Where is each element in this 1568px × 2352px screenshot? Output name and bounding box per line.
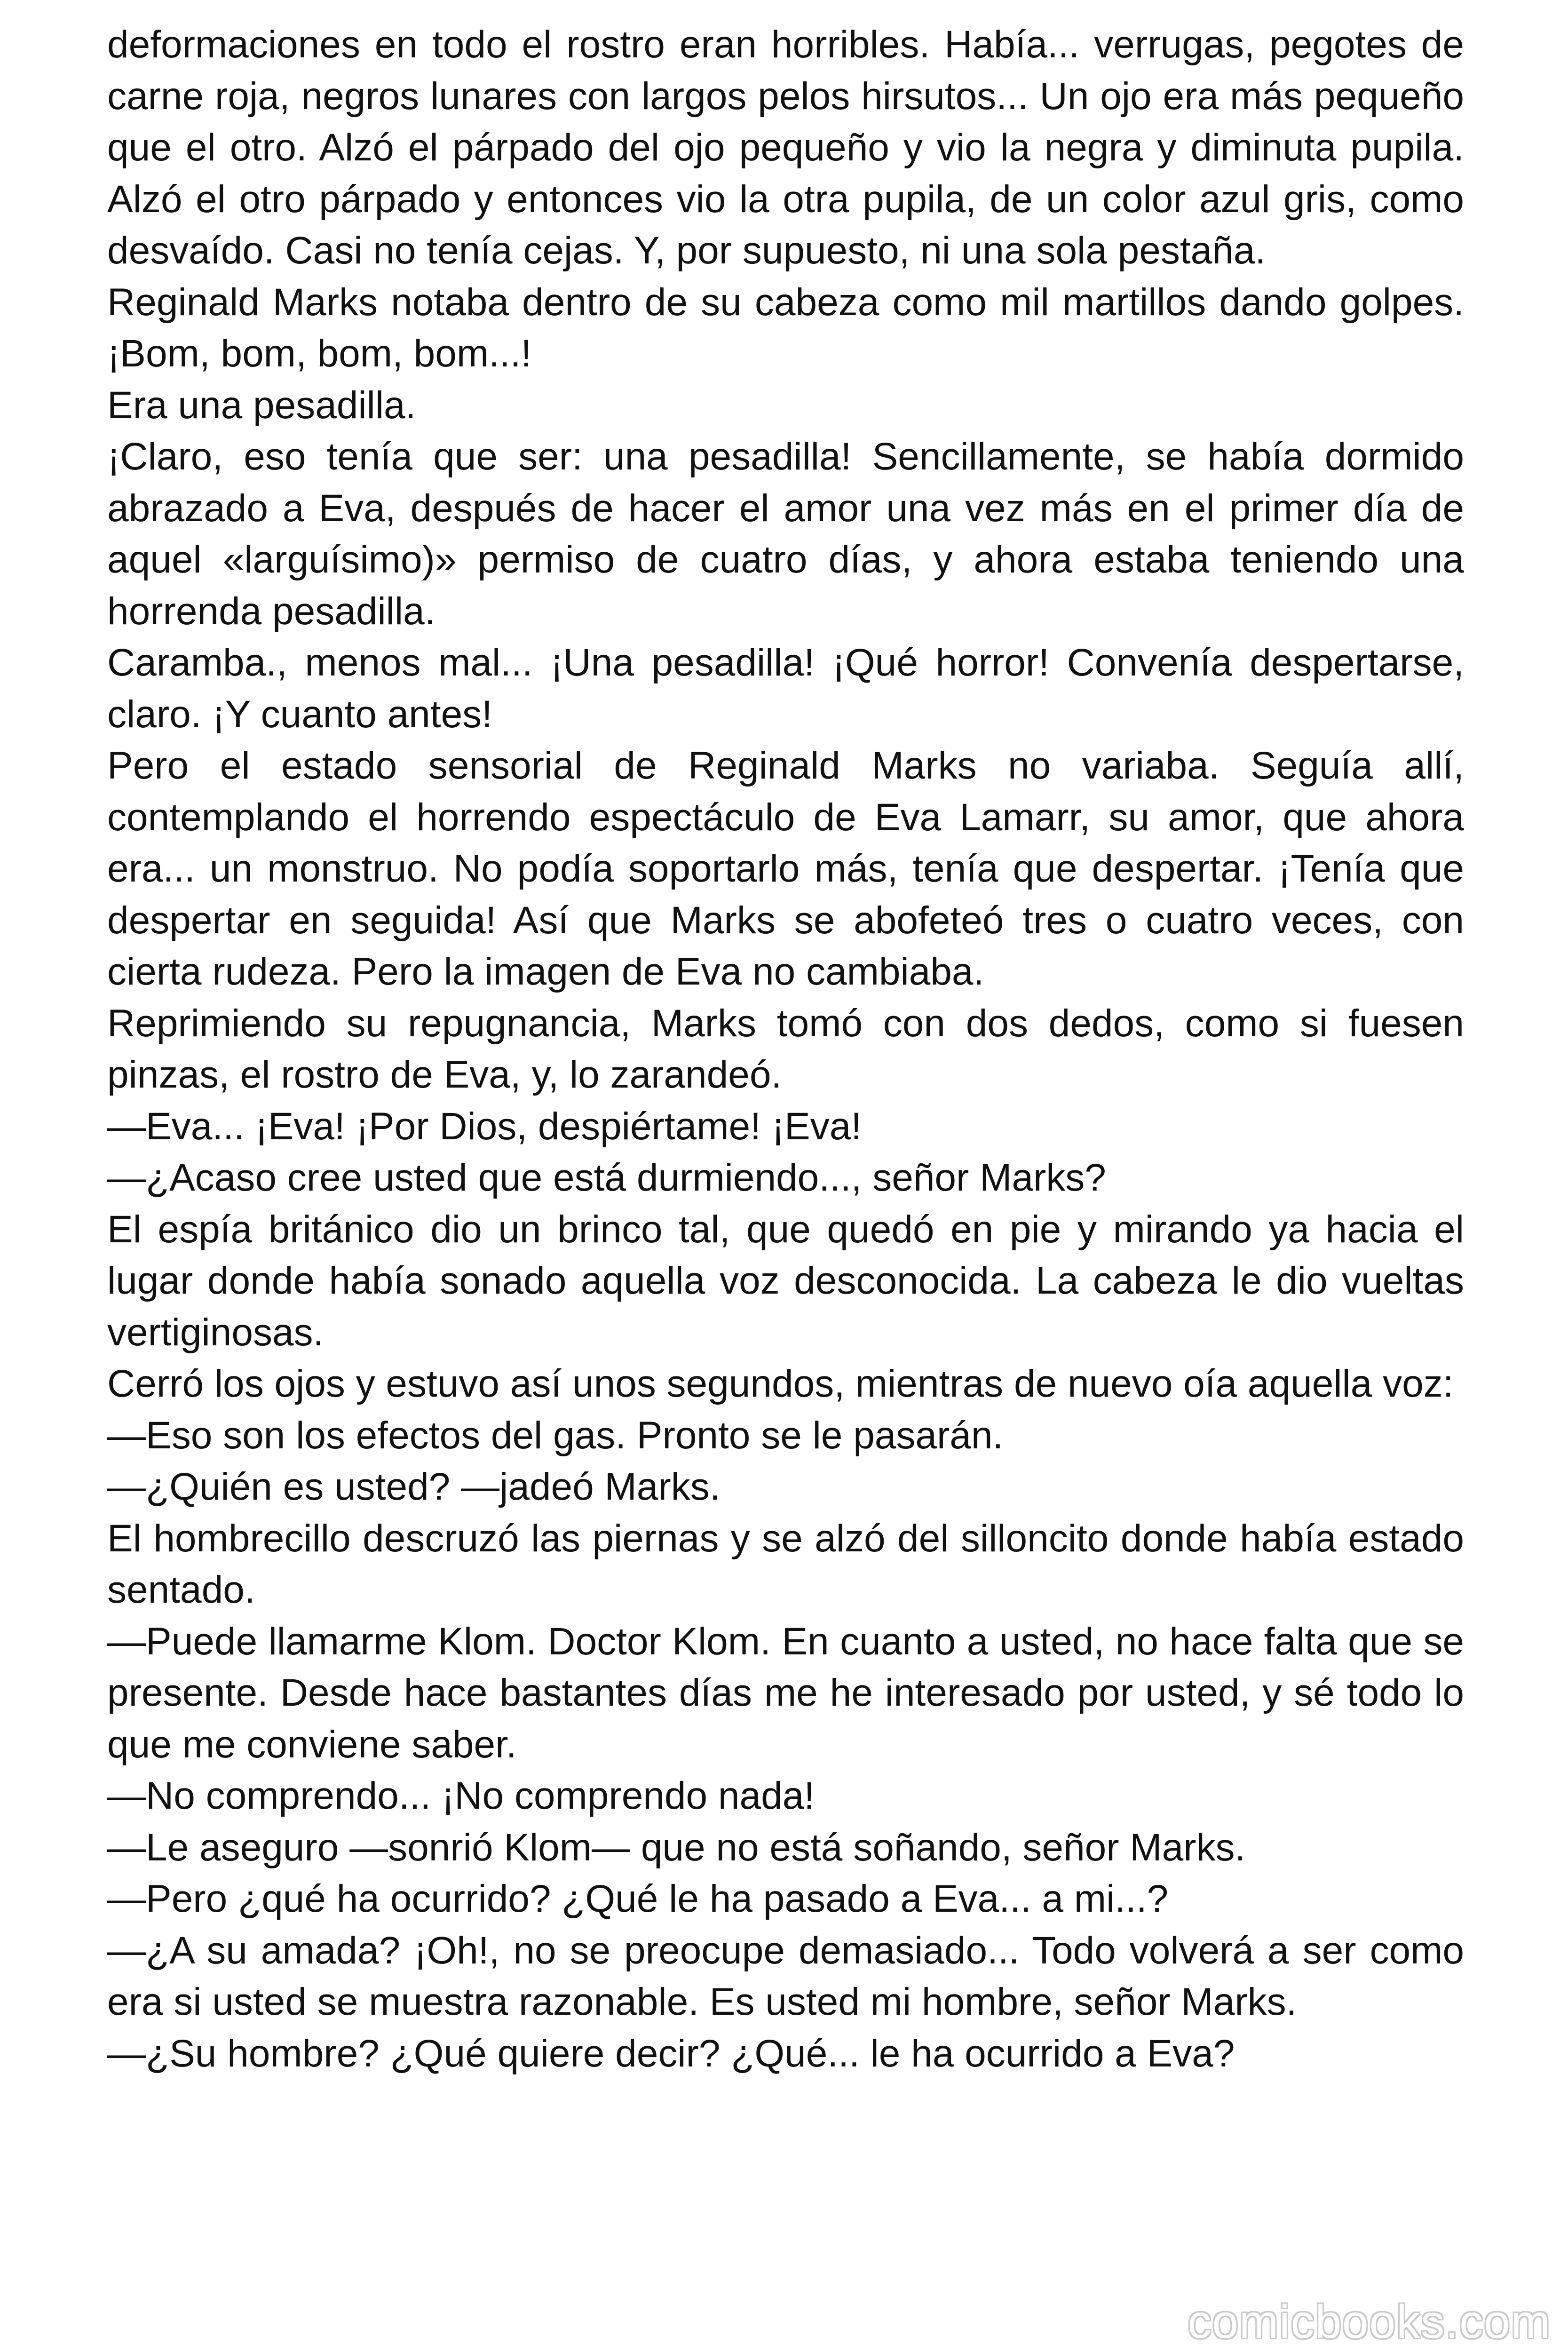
dialogue-line-1: —Eva... ¡Eva! ¡Por Dios, despiértame! ¡Eva! xyxy=(107,1104,862,1148)
dialogue-line-2: —¿Acaso cree usted que está durmiendo..., señor Marks? xyxy=(107,1156,1106,1199)
paragraph-10: El hombrecillo descruzó las piernas y se alzó del silloncito donde había estado sentado. xyxy=(107,1517,1464,1611)
dialogue-line-3: —Eso son los efectos del gas. Pronto se le pasarán. xyxy=(107,1414,1004,1457)
paragraph-9: Cerró los ojos y estuvo así unos segundos, mientras de nuevo oía aquella voz: xyxy=(107,1362,1454,1405)
paragraph-6: Pero el estado sensorial de Reginald Marks no variaba. Seguía allí, contemplando el horrendo espectáculo de Eva Lamarr, su amor, que ahora era... un monstruo. No podía soportarlo más, tenía que despertar. ¡Tenía que despertar en seguida! Así que Marks se abofeteó tres o cuatro veces, con cierta rudeza. Pero la imagen de Eva no cambiaba. xyxy=(107,744,1464,993)
dialogue-line-5: —Puede llamarme Klom. Doctor Klom. En cuanto a usted, no hace falta que se presente. Desde hace bastantes días me he interesado por usted, y sé todo lo que me conviene saber. xyxy=(107,1620,1464,1766)
paragraph-5: Caramba., menos mal... ¡Una pesadilla! ¡Qué horror! Convenía despertarse, claro. ¡Y cuanto antes! xyxy=(107,641,1464,736)
paragraph-3: Era una pesadilla. xyxy=(107,383,416,427)
paragraph-1: deformaciones en todo el rostro eran horribles. Había... verrugas, pegotes de carne roja, negros lunares con largos pelos hirsutos... Un ojo era más pequeño que el otro. Alzó el párpado del ojo pequeño y vio la negra y diminuta pupila. Alzó el otro párpado y entonces vio la otra pupila, de un color azul gris, como desvaído. Casi no tenía cejas. Y, por supuesto, ni una sola pestaña. xyxy=(107,23,1464,272)
paragraph-7: Reprimiendo su repugnancia, Marks tomó con dos dedos, como si fuesen pinzas, el rostro de Eva, y, lo zarandeó. xyxy=(107,1001,1464,1096)
dialogue-line-10: —¿Su hombre? ¿Qué quiere decir? ¿Qué... le ha ocurrido a Eva? xyxy=(107,2032,1235,2075)
paragraph-2: Reginald Marks notaba dentro de su cabeza como mil martillos dando golpes. ¡Bom, bom, bom, bom...! xyxy=(107,280,1464,375)
watermark: comicbooks.com xyxy=(1188,2296,1551,2348)
page-text xyxy=(107,19,1464,2079)
dialogue-line-8: —Pero ¿qué ha ocurrido? ¿Qué le ha pasado a Eva... a mi...? xyxy=(107,1877,1169,1920)
dialogue-line-9: —¿A su amada? ¡Oh!, no se preocupe demasiado... Todo volverá a ser como era si usted se muestra razonable. Es usted mi hombre, señor Marks. xyxy=(107,1929,1464,2023)
dialogue-line-4: —¿Quién es usted? —jadeó Marks. xyxy=(107,1465,721,1508)
dialogue-line-7: —Le aseguro —sonrió Klom— que no está soñando, señor Marks. xyxy=(107,1826,1246,1869)
paragraph-8: El espía británico dio un brinco tal, que quedó en pie y mirando ya hacia el lugar donde había sonado aquella voz desconocida. La cabeza le dio vueltas vertiginosas. xyxy=(107,1208,1464,1354)
dialogue-line-6: —No comprendo... ¡No comprendo nada! xyxy=(107,1774,815,1817)
paragraph-4: ¡Claro, eso tenía que ser: una pesadilla! Sencillamente, se había dormido abrazado a Eva, después de hacer el amor una vez más en el primer día de aquel «larguísimo)» permiso de cuatro días, y ahora estaba teniendo una horrenda pesadilla. xyxy=(107,435,1464,633)
